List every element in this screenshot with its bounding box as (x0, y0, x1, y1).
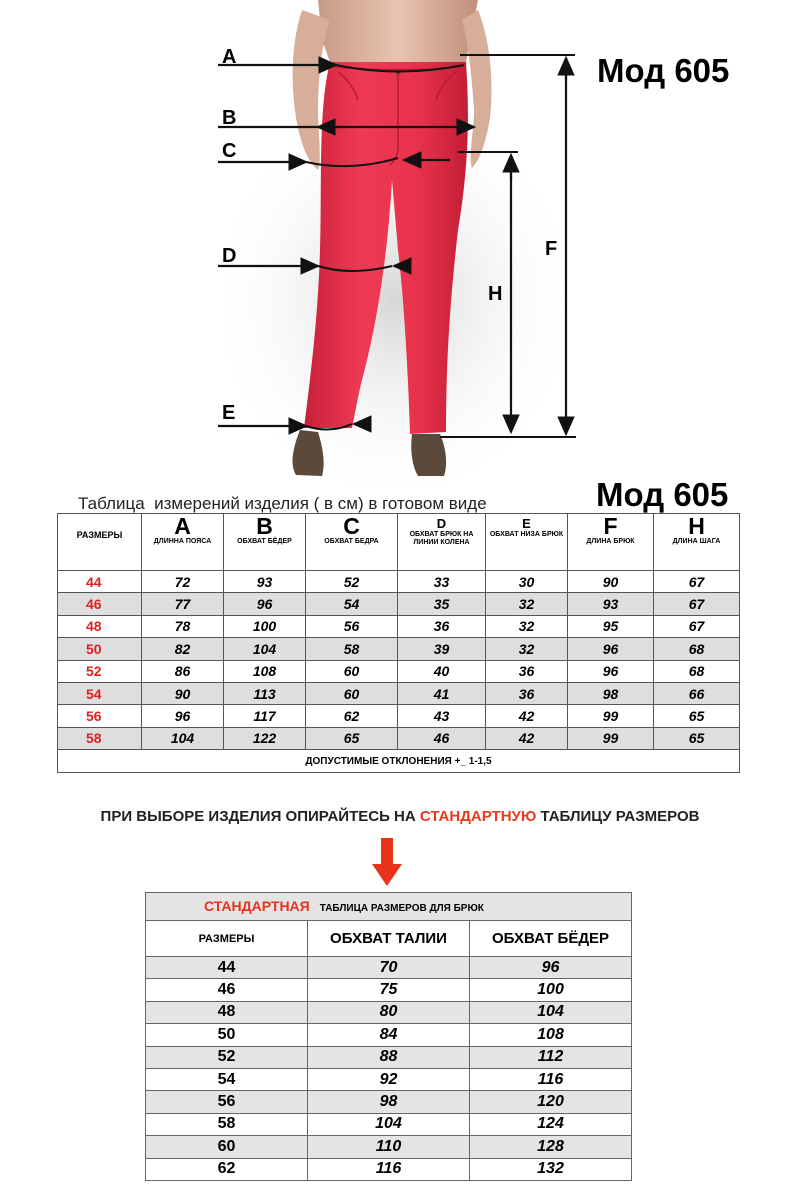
measurement-cell: 35 (398, 593, 486, 615)
standard-title-red: СТАНДАРТНАЯ (204, 897, 310, 914)
standard-value-cell: 116 (308, 1158, 470, 1180)
measurement-cell: 42 (486, 705, 568, 727)
table-row (146, 1091, 632, 1113)
standard-size-cell: 50 (146, 1024, 308, 1046)
standard-size-cell: 58 (146, 1113, 308, 1135)
size-cell: 48 (58, 615, 142, 637)
measurement-cell: 95 (568, 615, 654, 637)
measurement-cell: 52 (306, 571, 398, 593)
measurement-cell: 96 (224, 593, 306, 615)
right-sandal (411, 434, 446, 476)
measurement-cell: 54 (306, 593, 398, 615)
measurement-cell: 90 (142, 682, 224, 704)
col-header-a: A ДЛИННА ПОЯСА (142, 514, 224, 571)
measurement-table-title: Мод 605 (596, 476, 729, 513)
size-hint (0, 808, 800, 825)
standard-table-title (146, 893, 632, 921)
size-cell: 46 (58, 593, 142, 615)
model-torso (318, 0, 478, 62)
measurement-cell: 96 (568, 638, 654, 660)
measurement-cell: 82 (142, 638, 224, 660)
measurement-cell: 68 (654, 660, 740, 682)
measurement-cell: 113 (224, 682, 306, 704)
standard-value-cell: 104 (470, 1001, 632, 1023)
measurement-cell: 40 (398, 660, 486, 682)
model-title-top: Мод 605 (597, 52, 730, 89)
size-cell: 56 (58, 705, 142, 727)
col-header-f: F ДЛИНА БРЮК (568, 514, 654, 571)
standard-table-title-row (146, 893, 632, 921)
standard-value-cell: 116 (470, 1068, 632, 1090)
standard-header-hips: ОБХВАТ БЁДЕР (470, 921, 632, 957)
standard-value-cell: 120 (470, 1091, 632, 1113)
standard-value-cell: 104 (308, 1113, 470, 1135)
standard-value-cell: 100 (470, 979, 632, 1001)
size-cell: 50 (58, 638, 142, 660)
measurement-cell: 96 (568, 660, 654, 682)
measurement-cell: 56 (306, 615, 398, 637)
measurement-cell: 65 (306, 727, 398, 749)
standard-value-cell: 80 (308, 1001, 470, 1023)
label-b: B (222, 107, 237, 129)
table-row (58, 571, 740, 593)
table-row (58, 705, 740, 727)
table-row (146, 1024, 632, 1046)
measurement-cell: 93 (224, 571, 306, 593)
standard-size-cell: 52 (146, 1046, 308, 1068)
standard-value-cell: 84 (308, 1024, 470, 1046)
table-row (58, 593, 740, 615)
standard-size-cell: 46 (146, 979, 308, 1001)
standard-value-cell: 96 (470, 957, 632, 979)
size-cell: 52 (58, 660, 142, 682)
table-row (58, 638, 740, 660)
measurement-cell: 67 (654, 571, 740, 593)
measurement-cell: 99 (568, 705, 654, 727)
standard-size-cell: 48 (146, 1001, 308, 1023)
measurement-cell: 62 (306, 705, 398, 727)
label-d: D (222, 245, 237, 267)
standard-size-cell: 56 (146, 1091, 308, 1113)
measurement-cell: 33 (398, 571, 486, 593)
standard-value-cell: 108 (470, 1024, 632, 1046)
measurement-cell: 36 (486, 660, 568, 682)
table-row (58, 615, 740, 637)
col-header-d: D ОБХВАТ БРЮК НА ЛИНИИ КОЛЕНА (398, 514, 486, 571)
standard-size-cell: 54 (146, 1068, 308, 1090)
measurement-cell: 66 (654, 682, 740, 704)
table-row (58, 727, 740, 749)
hint-before: ПРИ ВЫБОРЕ ИЗДЕЛИЯ ОПИРАЙТЕСЬ НА (100, 808, 420, 825)
measurement-cell: 58 (306, 638, 398, 660)
table-row (146, 1136, 632, 1158)
standard-header-size: РАЗМЕРЫ (146, 921, 308, 957)
size-cell: 44 (58, 571, 142, 593)
table-row (58, 660, 740, 682)
measurement-cell: 86 (142, 660, 224, 682)
measurement-cell: 68 (654, 638, 740, 660)
measurement-cell: 32 (486, 638, 568, 660)
measurement-cell: 122 (224, 727, 306, 749)
standard-value-cell: 92 (308, 1068, 470, 1090)
standard-value-cell: 128 (470, 1136, 632, 1158)
standard-value-cell: 132 (470, 1158, 632, 1180)
measurement-cell: 117 (224, 705, 306, 727)
measurement-cell: 99 (568, 727, 654, 749)
measurement-cell: 96 (142, 705, 224, 727)
measurement-cell: 30 (486, 571, 568, 593)
standard-value-cell: 88 (308, 1046, 470, 1068)
size-cell: 54 (58, 682, 142, 704)
col-header-c: C ОБХВАТ БЕДРА (306, 514, 398, 571)
measurement-cell: 100 (224, 615, 306, 637)
hint-after: ТАБЛИЦУ РАЗМЕРОВ (536, 808, 700, 825)
tolerance-row (58, 750, 740, 773)
measurement-table (57, 513, 740, 773)
measurement-cell: 60 (306, 682, 398, 704)
standard-title-rest: ТАБЛИЦА РАЗМЕРОВ ДЛЯ БРЮК (319, 902, 484, 914)
size-cell: 58 (58, 727, 142, 749)
measurement-cell: 36 (398, 615, 486, 637)
table-row (58, 682, 740, 704)
table-row (146, 979, 632, 1001)
col-header-b: B ОБХВАТ БЁДЕР (224, 514, 306, 571)
measurement-cell: 67 (654, 615, 740, 637)
standard-size-table (145, 892, 632, 1181)
standard-header-waist: ОБХВАТ ТАЛИИ (308, 921, 470, 957)
label-a: A (222, 46, 237, 68)
measurement-cell: 104 (142, 727, 224, 749)
measurement-cell: 32 (486, 615, 568, 637)
measurement-cell: 77 (142, 593, 224, 615)
standard-value-cell: 112 (470, 1046, 632, 1068)
standard-size-cell: 62 (146, 1158, 308, 1180)
standard-table-header-row (146, 921, 632, 957)
tolerance-note: ДОПУСТИМЫЕ ОТКЛОНЕНИЯ +_ 1-1,5 (58, 750, 740, 773)
measurement-cell: 36 (486, 682, 568, 704)
measurement-cell: 60 (306, 660, 398, 682)
standard-value-cell: 110 (308, 1136, 470, 1158)
col-header-h: H ДЛИНА ШАГА (654, 514, 740, 571)
measurement-cell: 72 (142, 571, 224, 593)
measurement-cell: 108 (224, 660, 306, 682)
measurement-cell: 104 (224, 638, 306, 660)
measurement-cell: 93 (568, 593, 654, 615)
measurement-table-caption: Таблица измерений изделия ( в см) в готовом виде (78, 494, 487, 513)
table-row (146, 1001, 632, 1023)
table-row (146, 1068, 632, 1090)
measurement-cell: 46 (398, 727, 486, 749)
standard-value-cell: 124 (470, 1113, 632, 1135)
measurement-cell: 39 (398, 638, 486, 660)
standard-value-cell: 75 (308, 979, 470, 1001)
standard-size-cell: 44 (146, 957, 308, 979)
arrow-down-icon (372, 838, 402, 890)
measurement-cell: 43 (398, 705, 486, 727)
table-row (146, 1046, 632, 1068)
measurement-cell: 41 (398, 682, 486, 704)
hint-highlight: СТАНДАРТНУЮ (419, 808, 537, 825)
table-row (146, 957, 632, 979)
col-header-e: E ОБХВАТ НИЗА БРЮК (486, 514, 568, 571)
measurement-header-row (58, 514, 740, 571)
label-h: H (488, 283, 503, 305)
measurement-cell: 65 (654, 705, 740, 727)
measurement-cell: 98 (568, 682, 654, 704)
label-f: F (545, 238, 558, 260)
size-header: РАЗМЕРЫ (58, 514, 142, 571)
table-row (146, 1158, 632, 1180)
standard-value-cell: 70 (308, 957, 470, 979)
measurement-cell: 32 (486, 593, 568, 615)
standard-value-cell: 98 (308, 1091, 470, 1113)
table-row (146, 1113, 632, 1135)
standard-size-cell: 60 (146, 1136, 308, 1158)
measurement-cell: 42 (486, 727, 568, 749)
measurement-cell: 65 (654, 727, 740, 749)
measurement-cell: 78 (142, 615, 224, 637)
measurement-cell: 67 (654, 593, 740, 615)
label-e: E (222, 402, 236, 424)
measurement-cell: 90 (568, 571, 654, 593)
label-c: C (222, 140, 237, 162)
